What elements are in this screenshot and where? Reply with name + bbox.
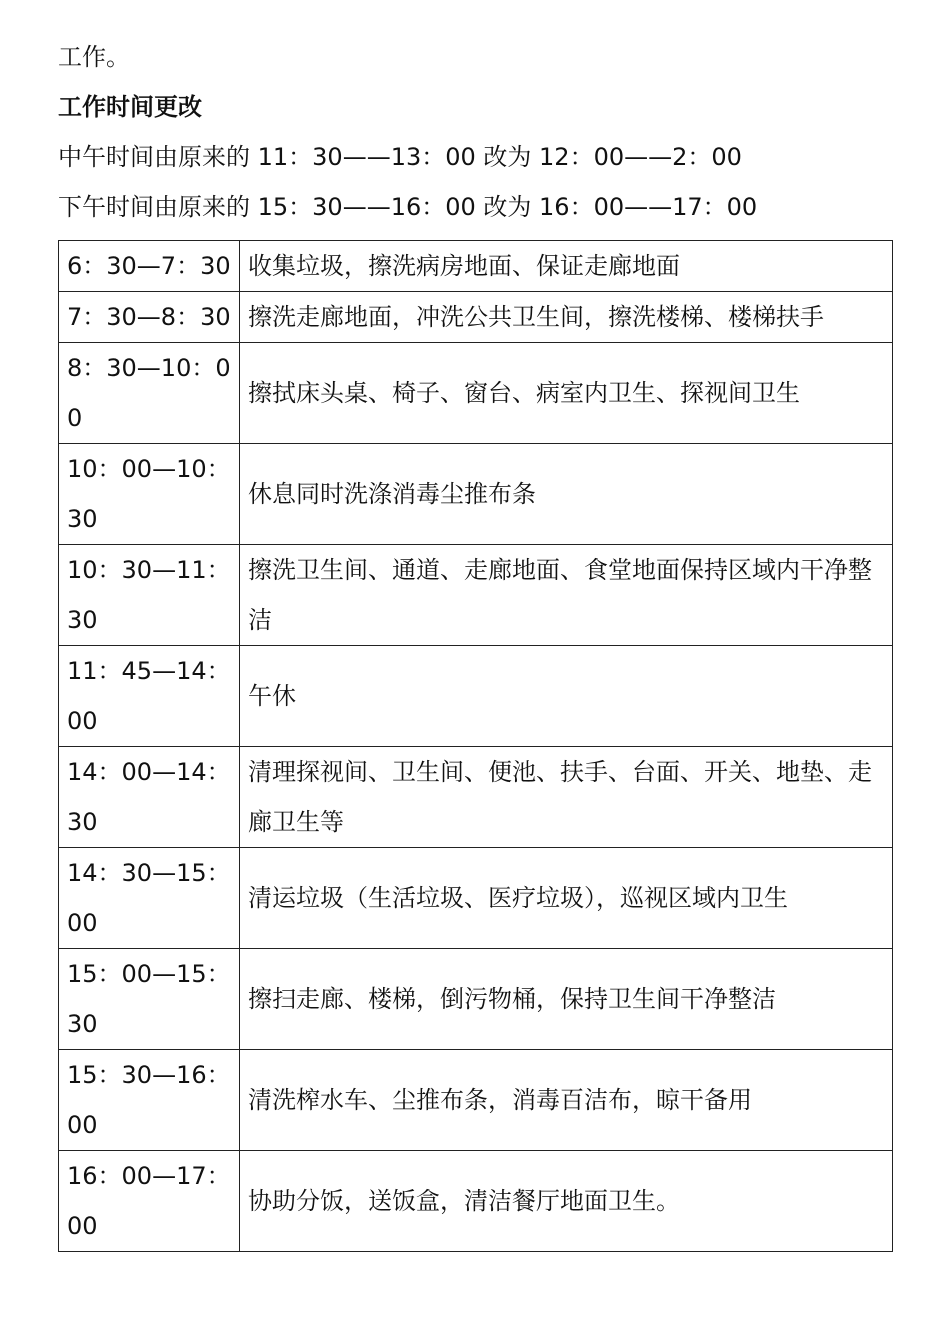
section-heading: 工作时间更改 xyxy=(58,93,202,121)
schedule-task: 收集垃圾，擦洗病房地面、保证走廊地面 xyxy=(240,241,893,292)
schedule-time: 7：30—8：30 xyxy=(59,292,240,343)
schedule-task: 午休 xyxy=(240,646,893,747)
schedule-time: 15：30—16：00 xyxy=(59,1050,240,1151)
schedule-task: 休息同时洗涤消毒尘推布条 xyxy=(240,444,893,545)
schedule-time: 11：45—14：00 xyxy=(59,646,240,747)
schedule-time: 10：00—10：30 xyxy=(59,444,240,545)
schedule-task: 擦洗走廊地面，冲洗公共卫生间，擦洗楼梯、楼梯扶手 xyxy=(240,292,893,343)
schedule-row xyxy=(59,747,893,848)
schedule-task: 擦扫走廊、楼梯，倒污物桶，保持卫生间干净整洁 xyxy=(240,949,893,1050)
schedule-row xyxy=(59,1151,893,1252)
schedule-time: 10：30—11：30 xyxy=(59,545,240,646)
schedule-row xyxy=(59,444,893,545)
schedule-row xyxy=(59,1050,893,1151)
schedule-row xyxy=(59,848,893,949)
schedule-task: 协助分饭，送饭盒，清洁餐厅地面卫生。 xyxy=(240,1151,893,1252)
schedule-task: 清理探视间、卫生间、便池、扶手、台面、开关、地垫、走廊卫生等 xyxy=(240,747,893,848)
schedule-table xyxy=(58,240,893,1252)
change-afternoon: 下午时间由原来的 15：30——16：00 改为 16：00——17：00 xyxy=(58,193,758,221)
schedule-task: 擦洗卫生间、通道、走廊地面、食堂地面保持区域内干净整洁 xyxy=(240,545,893,646)
schedule-task: 清运垃圾（生活垃圾、医疗垃圾），巡视区域内卫生 xyxy=(240,848,893,949)
change-noon: 中午时间由原来的 11：30——13：00 改为 12：00——2：00 xyxy=(58,143,742,171)
schedule-time: 6：30—7：30 xyxy=(59,241,240,292)
schedule-time: 15：00—15：30 xyxy=(59,949,240,1050)
schedule-time: 8：30—10：00 xyxy=(59,343,240,444)
schedule-row xyxy=(59,545,893,646)
schedule-time: 14：00—14：30 xyxy=(59,747,240,848)
schedule-row xyxy=(59,292,893,343)
schedule-task: 清洗榨水车、尘推布条，消毒百洁布，晾干备用 xyxy=(240,1050,893,1151)
intro-line: 工作。 xyxy=(58,43,130,71)
schedule-row xyxy=(59,343,893,444)
schedule-time: 14：30—15：00 xyxy=(59,848,240,949)
schedule-row xyxy=(59,241,893,292)
schedule-task: 擦拭床头桌、椅子、窗台、病室内卫生、探视间卫生 xyxy=(240,343,893,444)
schedule-row xyxy=(59,646,893,747)
schedule-row xyxy=(59,949,893,1050)
schedule-time: 16：00—17：00 xyxy=(59,1151,240,1252)
